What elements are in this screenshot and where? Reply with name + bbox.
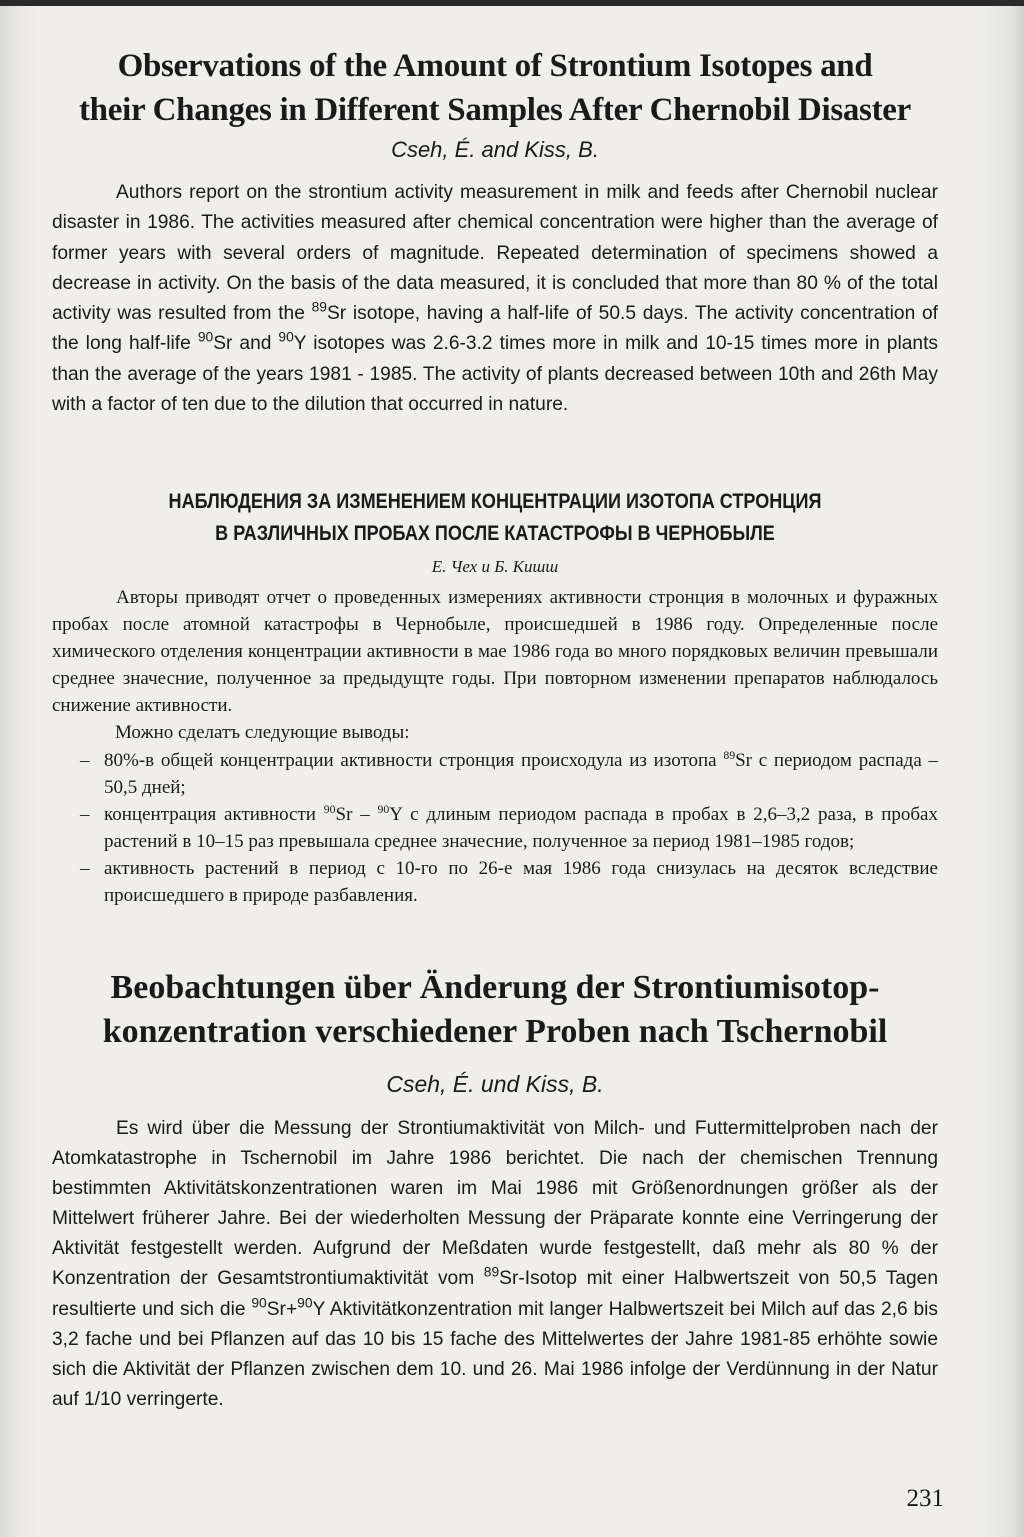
english-abstract: [52, 178, 938, 420]
german-title: [52, 966, 938, 1054]
list-item: [52, 747, 938, 801]
isotope-mass: 90: [377, 802, 390, 816]
list-dash: –: [80, 857, 90, 879]
german-isotope-mass-89: 89: [483, 1263, 500, 1280]
english-title-line-2: their Changes in Different Samples After Chernobil Disaster: [78, 92, 911, 128]
isotope-mass: 90: [323, 802, 336, 816]
document-page: [0, 6, 1024, 1537]
german-abstract-text-4: Y Aktivitätkonzentration mit langer Halbwertszeit bei Milch auf das 2,6 bis 3,2 fache und bei Pflanzen auf das 10 bis 15 fache des Mittelwertes der Jahre 1981-85 erhöhte sowie sich die Aktivität der Pflanzen zwischen dem 10. und 26. Mai 1986 infolge der Verdünnung in der Natur auf 1/10 verringerte.: [52, 1298, 939, 1410]
english-abstract-text-3: Sr and: [213, 333, 279, 355]
list-dash: –: [80, 749, 90, 771]
english-title-line-1: Observations of the Amount of Strontium Isotopes and: [117, 48, 873, 84]
german-title-line-2: konzentration verschiedener Proben nach Tschernobil: [102, 1013, 888, 1050]
russian-abstract-paragraph: Авторы приводят отчет о проведенных измерениях активности стронция в молочных и фуражных пробах после атомной катастрофы в Чернобыле, происшедшей в 1986 году. Определенные после химического отделения концентрации активности в мае 1986 года во много порядковых величин превышали среднее значесние, полученное за предыдущте годы. При повторном изменении препаратов наблюдалось снижение активности.: [52, 587, 938, 717]
bullet-text: Y с длиным периодом распада в пробах в 2,6–3,2 раза, в пробах растений в 10–15 раз превышала среднее значесние, полученное за период 1981–1985 годов;: [104, 803, 938, 852]
russian-conclusions-list: [52, 747, 938, 910]
german-isotope-mass-90-y: 90: [297, 1293, 313, 1310]
english-abstract-text-1: Authors report on the strontium activity measurement in milk and feeds after Chernobil nuclear disaster in 1986. The activities measured after chemical concentration were higher than the average of former years with several orders of magnitude. Repeated determination of specimens showed a decrease in activity. On the basis of the data measured, it is concluded that more than 80 % of the total activity was resulted from the: [52, 182, 938, 325]
german-abstract: [52, 1114, 938, 1415]
english-isotope-mass-90-y: 90: [278, 328, 294, 345]
russian-title-line-1: НАБЛЮДЕНИЯ ЗА ИЗМЕНЕНИЕМ КОНЦЕНТРАЦИИ ИЗОТОПА СТРОНЦИЯ: [168, 490, 822, 513]
bullet-text: активность растений в период с 10-го по 26-е мая 1986 года снизулась на десяток вследствие происшедшего в природе разбавления.: [104, 857, 938, 907]
bullet-text: Sr с периодом распада – 50,5 дней;: [104, 749, 938, 798]
page-number: 231: [906, 1485, 944, 1512]
list-item: [52, 855, 938, 909]
list-dash: –: [80, 803, 90, 825]
bullet-text: 80%-в общей концентрации активности стронция происходула из изотопа: [104, 749, 724, 771]
bullet-text: Sr –: [335, 803, 378, 825]
german-abstract-text-2: Sr-Isotop mit einer Halbwertszeit von 50,5 Tagen resultierte und sich die: [52, 1268, 939, 1320]
german-abstract-text-3: Sr+: [266, 1298, 298, 1320]
isotope-mass: 89: [723, 748, 736, 762]
russian-title: [114, 486, 876, 550]
russian-authors: Е. Чех и Б. Кишш: [431, 557, 559, 576]
english-title: [52, 44, 938, 132]
russian-title-line-2: В РАЗЛИЧНЫХ ПРОБАХ ПОСЛЕ КАТАСТРОФЫ В ЧЕРНОБЫЛЕ: [215, 522, 775, 545]
english-abstract-text-4: Y isotopes was 2.6-3.2 times more in milk and 10-15 times more in plants than the average of the years 1981 - 1985. The activity of plants decreased between 10th and 26th May with a factor of ten due to the dilution that occurred in nature.: [52, 333, 939, 416]
bullet-text: концентрация активности: [104, 803, 324, 825]
russian-abstract: [52, 584, 938, 909]
german-title-line-1: Beobachtungen über Änderung der Strontiumisotop-: [110, 969, 880, 1006]
list-item: [52, 801, 938, 855]
russian-conclusions-intro: Можно сделатъ следующие выводы:: [115, 722, 410, 744]
german-isotope-mass-90-sr: 90: [251, 1293, 267, 1310]
english-isotope-mass-89: 89: [311, 298, 327, 315]
english-authors: Cseh, É. and Kiss, B.: [391, 137, 599, 162]
german-authors: Cseh, É. und Kiss, B.: [386, 1071, 604, 1097]
english-abstract-text-2: Sr isotope, having a half-life of 50.5 days. The activity concentration of the long half-life: [52, 303, 938, 355]
german-abstract-text-1: Es wird über die Messung der Strontiumaktivität von Milch- und Futtermittelproben nach der Atomkatastrophe in Tschernobil im Jahre 1986 berichtet. Die nach der chemischen Trennung bestimmten Aktivitätskonzentrationen waren im Mai 1986 mit Größenordnungen größer als der Mittelwert früherer Jahre. Bei der wiederholten Messung der Präparate konnte eine Verringerung der Aktivität festgestellt werden. Aufgrund der Meßdaten wurde festgestellt, daß mehr als 80 % der Konzentration der Gesamtstrontiumaktivität vom: [52, 1118, 938, 1290]
english-isotope-mass-90-sr: 90: [197, 328, 214, 345]
